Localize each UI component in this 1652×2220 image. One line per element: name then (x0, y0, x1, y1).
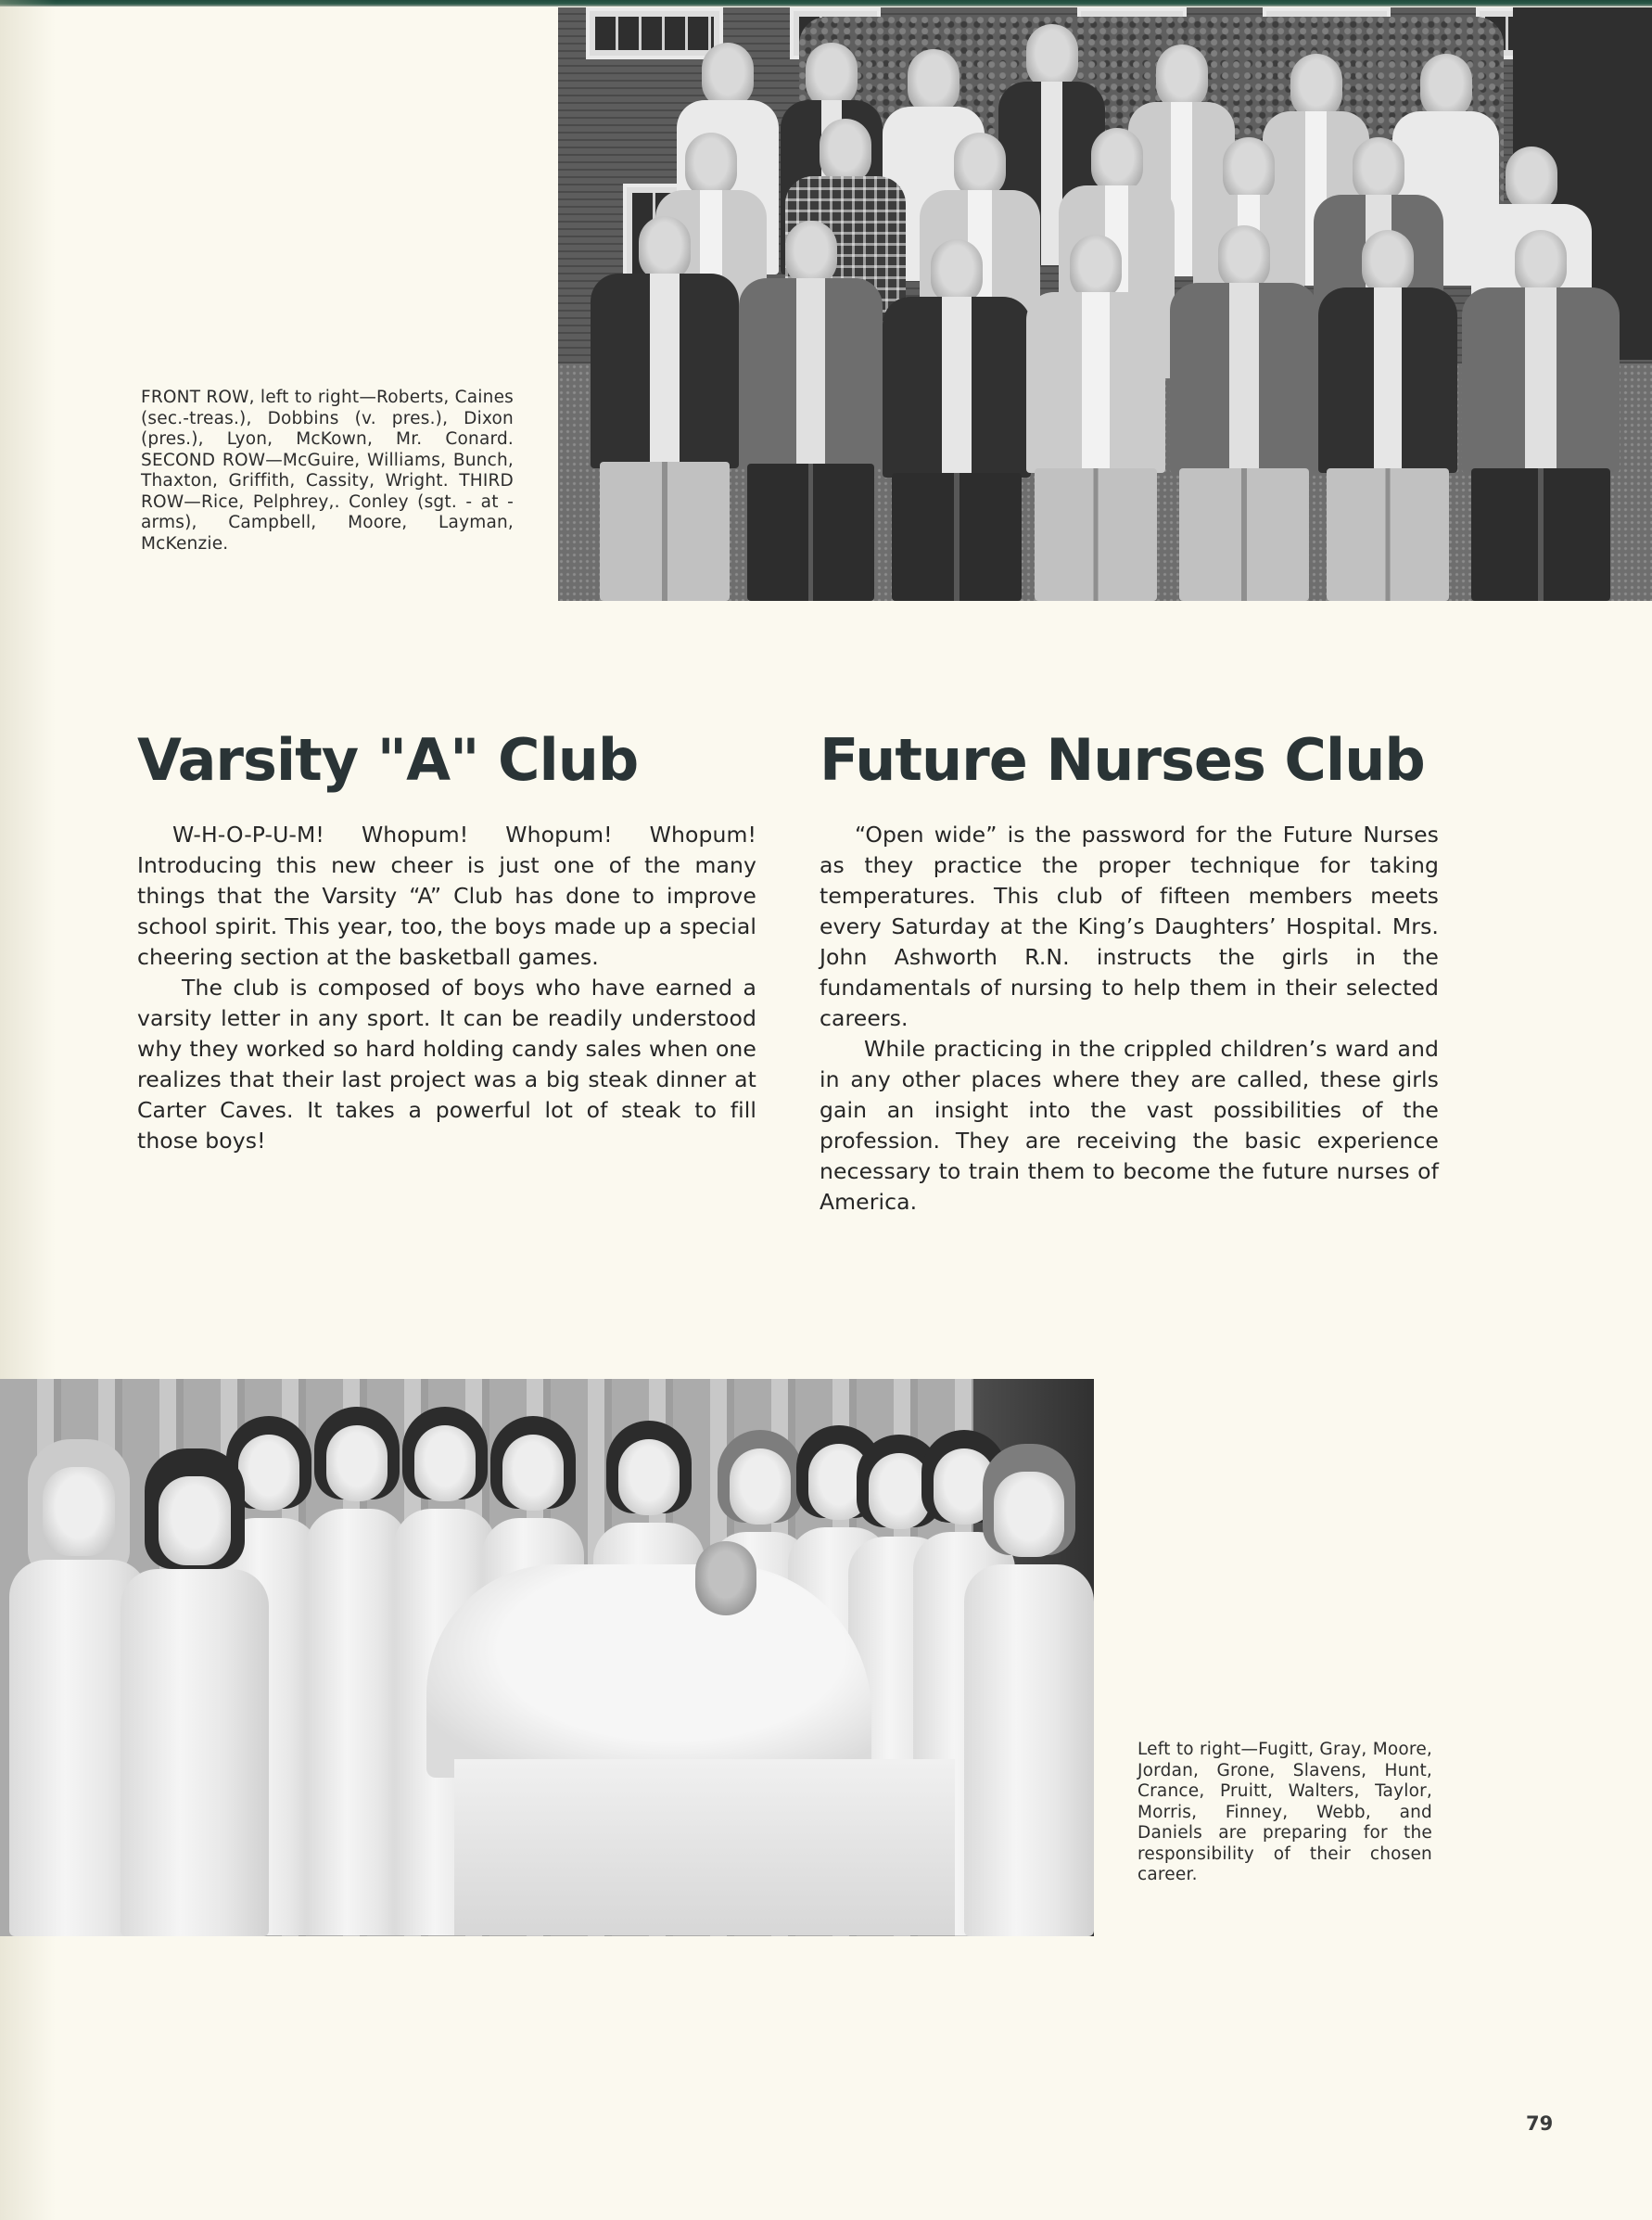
club-member (1026, 235, 1165, 601)
nurses-paragraph: While practicing in the crippled children’s ward and in any other places where they are called, these girls gain an insight into the vast possibilities of the profession. They are receiving the basic experience necessary to train them to become the future nurses of America. (820, 1036, 1439, 1215)
nurses-photo-caption: Left to right—Fugitt, Gray, Moore, Jordan, Grone, Slavens, Hunt, Crance, Pruitt, Walters, Taylor, Morris, Finney, Webb, and Daniels are preparing for the responsibility of their chosen career. (1137, 1740, 1432, 1884)
club-member (1318, 230, 1457, 601)
bed-sheet (426, 1564, 871, 1778)
nurses-club-photo (0, 1379, 1094, 1936)
varsity-club-photo (558, 7, 1652, 601)
club-member (883, 239, 1031, 601)
varsity-paragraph: The club is composed of boys who have earned a varsity letter in any sport. It can be readily understood why they worked so hard holding candy sales when one realizes that their last project was a big steak dinner at Carter Caves. It takes a powerful lot of steak to fill those boys! (137, 975, 756, 1154)
nurse (306, 1407, 408, 1935)
nurses-paragraph: “Open wide” is the password for the Future Nurses as they practice the proper technique for taking temperatures. This club of fifteen members meets every Saturday at the King’s Daughters’ Hospital. Mrs. John Ashworth R.N. instructs the girls in the fundamentals of nursing to help them in their selected careers. (820, 822, 1439, 1031)
varsity-club-heading: Varsity "A" Club (137, 726, 639, 794)
club-member (1170, 225, 1318, 601)
varsity-photo-caption: FRONT ROW, left to right—Roberts, Caines (sec.-treas.), Dobbins (v. pres.), Dixon (pres.), Lyon, McKown, Mr. Conard. SECOND ROW—McGuire, Williams, Bunch, Thaxton, Griffith, Cassity, Wright. THIRD ROW—Rice, Pelphrey,. Conley (sgt. - at - arms), Campbell, Moore, Layman, McKenzie. (141, 388, 514, 554)
club-member (591, 216, 739, 601)
varsity-paragraph: W-H-O-P-U-M! Whopum! Whopum! Whopum! Introducing this new cheer is just one of the many things that the Varsity “A” Club has done to improve school spirit. This year, too, the boys made up a special cheering section at the basketball games. (137, 822, 756, 970)
page-number: 79 (1526, 2112, 1554, 2135)
patient (695, 1541, 756, 1615)
nurse-instructor (964, 1444, 1094, 1936)
varsity-club-article (137, 721, 756, 1156)
nurses-club-article (820, 721, 1439, 1218)
nurse (121, 1448, 269, 1936)
club-member (739, 221, 883, 601)
nurses-club-heading: Future Nurses Club (820, 726, 1425, 794)
hospital-bed (454, 1759, 955, 1935)
club-member (1462, 230, 1620, 601)
cover-edge-strip (0, 0, 1652, 6)
